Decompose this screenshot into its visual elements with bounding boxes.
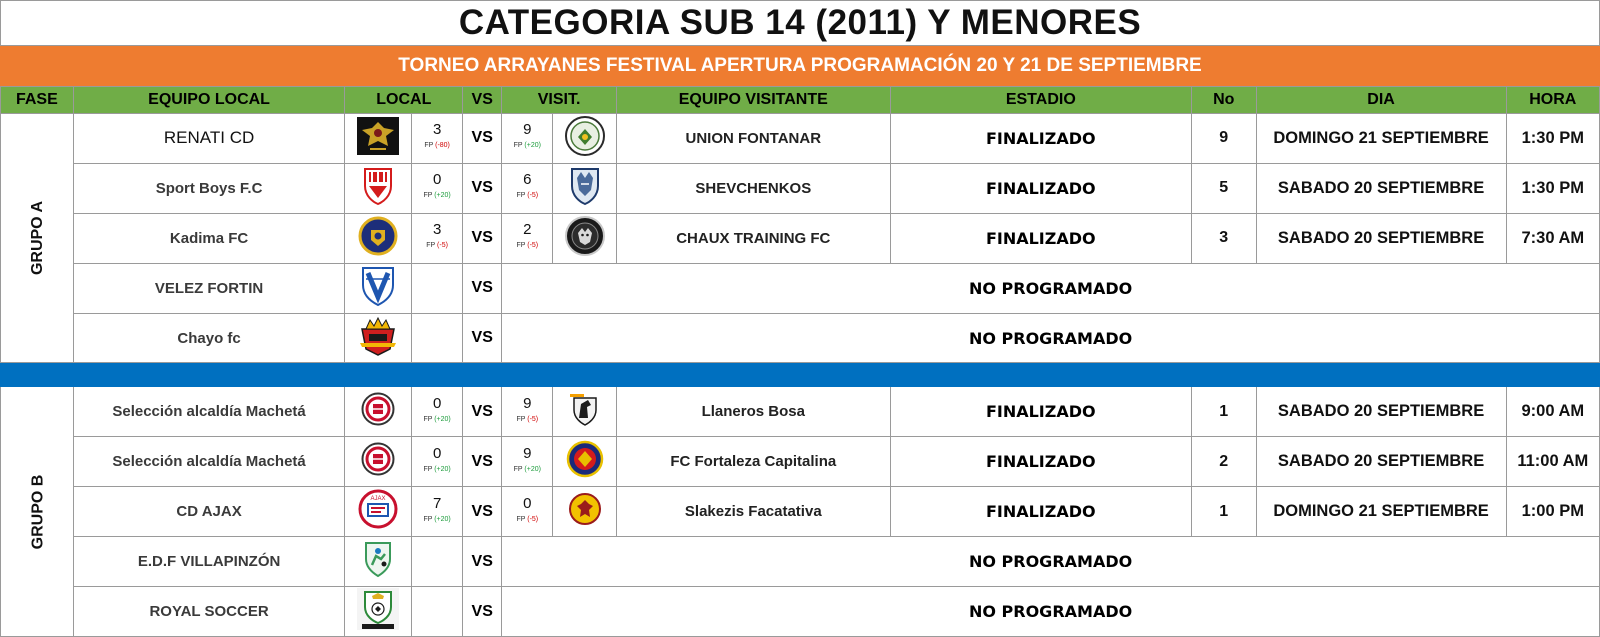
match-row — [1, 263, 1600, 313]
local-team-name: RENATI CD — [73, 114, 345, 164]
match-number: 2 — [1191, 437, 1256, 487]
match-status: NO PROGRAMADO — [502, 537, 1600, 587]
match-time: 1:00 PM — [1506, 487, 1599, 537]
visit-logo-cell — [553, 114, 617, 164]
local-fp-label: FP — [424, 142, 434, 150]
header-row — [1, 87, 1600, 114]
local-fair-play — [412, 515, 462, 524]
match-row — [1, 163, 1600, 213]
match-number: 9 — [1191, 114, 1256, 164]
match-row — [1, 387, 1600, 437]
local-fp-value: (-5) — [437, 242, 448, 250]
local-score-cell — [411, 487, 462, 537]
tournament-banner: TORNEO ARRAYANES FESTIVAL APERTURA PROGRAMACIÓN 20 Y 21 DE SEPTIEMBRE — [0, 46, 1600, 86]
match-number: 1 — [1191, 487, 1256, 537]
local-logo-cell — [345, 263, 412, 313]
header-equipo-local: EQUIPO LOCAL — [73, 87, 345, 114]
visit-score-cell — [502, 387, 553, 437]
visit-fp-label: FP — [516, 242, 526, 250]
local-team-name: ROYAL SOCCER — [73, 587, 345, 637]
visit-fair-play — [502, 515, 552, 524]
estadio-status: FINALIZADO — [890, 487, 1191, 537]
local-logo-cell — [345, 213, 412, 263]
visit-score: 2 — [523, 221, 532, 239]
vs-label: VS — [463, 537, 502, 587]
local-fair-play — [412, 415, 462, 424]
vs-label: VS — [463, 387, 502, 437]
visit-fair-play — [502, 191, 552, 200]
local-fp-label: FP — [423, 515, 433, 523]
match-day: SABADO 20 SEPTIEMBRE — [1256, 163, 1506, 213]
match-time: 11:00 AM — [1506, 437, 1599, 487]
header-equipo-visitante: EQUIPO VISITANTE — [616, 87, 890, 114]
header-local: LOCAL — [345, 87, 463, 114]
visit-logo-cell — [553, 387, 617, 437]
eagle-crest-logo — [356, 116, 400, 161]
visit-score-cell — [502, 437, 553, 487]
header-no: No — [1191, 87, 1256, 114]
local-fp-value: (+20) — [434, 192, 451, 200]
horse-head-shield-logo — [566, 390, 604, 433]
visit-fp-label: FP — [516, 415, 526, 423]
header-estadio: ESTADIO — [890, 87, 1191, 114]
visit-score: 6 — [523, 171, 532, 189]
local-logo-cell — [345, 387, 412, 437]
visit-score-cell — [502, 114, 553, 164]
visit-fair-play — [502, 415, 552, 424]
local-fp-value: (+20) — [434, 415, 451, 423]
local-score: 3 — [432, 121, 442, 139]
ajax-ring-logo — [357, 488, 399, 535]
wolf-shield-logo — [569, 166, 601, 211]
estadio-status: FINALIZADO — [890, 213, 1191, 263]
local-logo-cell — [345, 163, 412, 213]
visit-team-name: UNION FONTANAR — [616, 114, 890, 164]
visit-score: 9 — [523, 121, 532, 139]
page-title: CATEGORIA SUB 14 (2011) Y MENORES — [0, 0, 1600, 46]
vs-label: VS — [463, 163, 502, 213]
local-fp-label: FP — [423, 465, 433, 473]
fase-cell — [1, 387, 74, 637]
local-fair-play — [412, 465, 462, 474]
red-yellow-round-logo — [566, 440, 604, 483]
estadio-status: FINALIZADO — [890, 163, 1191, 213]
visit-score: 0 — [523, 494, 532, 512]
estadio-status: FINALIZADO — [890, 114, 1191, 164]
match-number: 5 — [1191, 163, 1256, 213]
vs-label: VS — [463, 587, 502, 637]
match-row — [1, 213, 1600, 263]
round-green-crest-logo — [564, 115, 606, 162]
match-row — [1, 313, 1600, 363]
header-dia: DIA — [1256, 87, 1506, 114]
local-logo-cell — [345, 313, 412, 363]
visit-score-cell — [502, 213, 553, 263]
local-logo-cell — [345, 537, 412, 587]
local-score-cell — [411, 313, 462, 363]
visit-fp-value: (-5) — [527, 415, 539, 423]
local-fp-value: (-80) — [435, 142, 450, 150]
local-fp-value: (+20) — [434, 465, 451, 473]
local-score-cell — [411, 163, 462, 213]
visit-fp-label: FP — [516, 192, 526, 200]
local-team-name: Selección alcaldía Machetá — [73, 437, 345, 487]
visit-score: 9 — [523, 394, 532, 412]
local-logo-cell — [345, 587, 412, 637]
visit-fp-value: (-5) — [527, 242, 539, 250]
visit-score-cell — [502, 487, 553, 537]
match-status: NO PROGRAMADO — [502, 587, 1600, 637]
vs-label: VS — [463, 437, 502, 487]
local-score-cell — [411, 437, 462, 487]
vs-label: VS — [463, 114, 502, 164]
visit-team-name: FC Fortaleza Capitalina — [616, 437, 890, 487]
local-fair-play — [412, 191, 462, 200]
local-score-cell — [411, 263, 462, 313]
match-time: 9:00 AM — [1506, 387, 1599, 437]
vs-label: VS — [463, 213, 502, 263]
visit-fp-value: (+20) — [524, 142, 541, 150]
visit-fp-value: (+20) — [524, 465, 541, 473]
visit-logo-cell — [553, 487, 617, 537]
local-fp-value: (+20) — [434, 515, 451, 523]
local-logo-cell — [345, 437, 412, 487]
local-fp-label: FP — [423, 415, 433, 423]
fase-cell — [1, 114, 74, 363]
header-fase: FASE — [1, 87, 74, 114]
visit-fp-value: (-5) — [527, 515, 539, 523]
visit-fair-play — [502, 241, 552, 250]
visit-fair-play — [502, 465, 552, 474]
blue-v-shield-logo — [360, 265, 396, 312]
local-team-name: Selección alcaldía Machetá — [73, 387, 345, 437]
local-score-cell — [411, 213, 462, 263]
local-score: 3 — [432, 221, 442, 239]
red-white-shield-logo — [361, 166, 395, 211]
yellow-eagle-round-logo — [568, 492, 602, 531]
match-number: 3 — [1191, 213, 1256, 263]
visit-team-name: Llaneros Bosa — [616, 387, 890, 437]
black-panther-round-logo — [564, 215, 606, 262]
visit-team-name: SHEVCHENKOS — [616, 163, 890, 213]
match-status: NO PROGRAMADO — [502, 263, 1600, 313]
local-score: 0 — [432, 394, 442, 412]
local-logo-cell — [345, 114, 412, 164]
local-team-name: VELEZ FORTIN — [73, 263, 345, 313]
local-team-name: Chayo fc — [73, 313, 345, 363]
local-score-cell — [411, 114, 462, 164]
visit-fp-value: (-5) — [527, 192, 539, 200]
header-vs: VS — [463, 87, 502, 114]
match-day: DOMINGO 21 SEPTIEMBRE — [1256, 114, 1506, 164]
group-label: GRUPO A — [29, 201, 47, 276]
local-score-cell — [411, 387, 462, 437]
local-team-name: Kadima FC — [73, 213, 345, 263]
match-time: 1:30 PM — [1506, 163, 1599, 213]
match-day: SABADO 20 SEPTIEMBRE — [1256, 437, 1506, 487]
visit-logo-cell — [553, 213, 617, 263]
match-day: SABADO 20 SEPTIEMBRE — [1256, 213, 1506, 263]
visit-logo-cell — [553, 163, 617, 213]
vs-label: VS — [463, 263, 502, 313]
visit-team-name: Slakezis Facatativa — [616, 487, 890, 537]
local-fair-play — [412, 241, 462, 250]
visit-fp-label: FP — [513, 142, 523, 150]
local-score-cell — [411, 537, 462, 587]
green-figure-shield-logo — [363, 540, 393, 583]
match-row — [1, 587, 1600, 637]
match-number: 1 — [1191, 387, 1256, 437]
match-row — [1, 537, 1600, 587]
royal-soccer-crest-logo — [356, 587, 400, 636]
visit-fair-play — [502, 141, 552, 150]
match-row — [1, 114, 1600, 164]
local-fair-play — [412, 141, 462, 150]
red-ring-round-logo — [361, 392, 395, 431]
visit-score-cell — [502, 163, 553, 213]
match-time: 1:30 PM — [1506, 114, 1599, 164]
header-visit: VISIT. — [502, 87, 617, 114]
local-fp-label: FP — [426, 242, 436, 250]
visit-logo-cell — [553, 437, 617, 487]
header-hora: HORA — [1506, 87, 1599, 114]
visit-team-name: CHAUX TRAINING FC — [616, 213, 890, 263]
schedule-body — [1, 114, 1600, 637]
blue-gold-round-logo — [358, 216, 398, 261]
match-row — [1, 487, 1600, 537]
local-team-name: E.D.F VILLAPINZÓN — [73, 537, 345, 587]
match-time: 7:30 AM — [1506, 213, 1599, 263]
match-day: SABADO 20 SEPTIEMBRE — [1256, 387, 1506, 437]
match-day: DOMINGO 21 SEPTIEMBRE — [1256, 487, 1506, 537]
local-team-name: CD AJAX — [73, 487, 345, 537]
vs-label: VS — [463, 487, 502, 537]
svg-text:AJAX: AJAX — [370, 496, 386, 503]
visit-fp-label: FP — [513, 465, 523, 473]
group-separator — [1, 363, 1600, 387]
local-team-name: Sport Boys F.C — [73, 163, 345, 213]
visit-fp-label: FP — [516, 515, 526, 523]
crown-badge-logo — [358, 315, 398, 362]
vs-label: VS — [463, 313, 502, 363]
visit-score: 9 — [523, 444, 532, 462]
estadio-status: FINALIZADO — [890, 387, 1191, 437]
match-status: NO PROGRAMADO — [502, 313, 1600, 363]
group-separator-bar — [1, 363, 1600, 387]
match-row — [1, 437, 1600, 487]
group-label: GRUPO B — [29, 474, 47, 550]
local-fp-label: FP — [423, 192, 433, 200]
local-score: 0 — [432, 444, 442, 462]
local-score: 7 — [432, 494, 442, 512]
local-logo-cell — [345, 487, 412, 537]
red-ring-round-logo — [361, 442, 395, 481]
schedule-table — [0, 86, 1600, 637]
estadio-status: FINALIZADO — [890, 437, 1191, 487]
local-score-cell — [411, 587, 462, 637]
local-score: 0 — [432, 171, 442, 189]
